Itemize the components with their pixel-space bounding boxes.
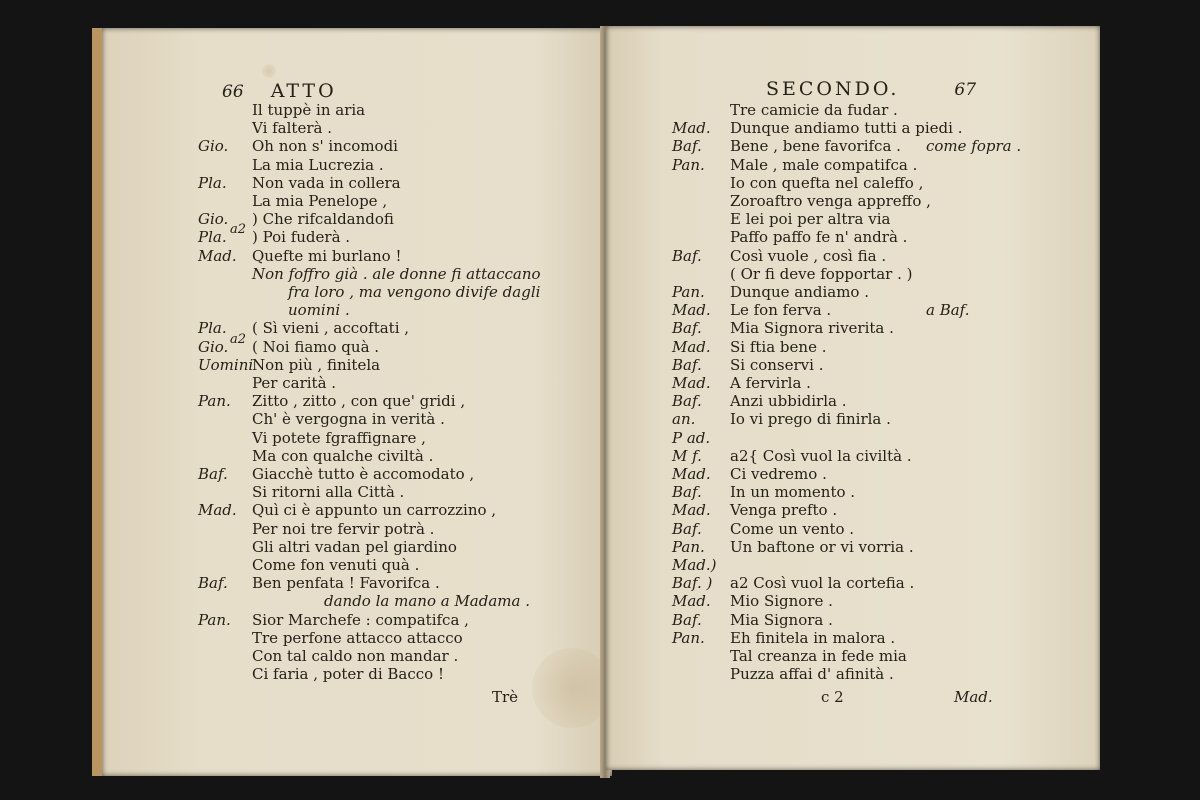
speaker-label: Pla. xyxy=(198,319,227,338)
speaker-label: Baf. xyxy=(672,355,702,374)
speaker-label: Mad. xyxy=(672,301,711,320)
text-line xyxy=(606,246,1096,266)
verse-text: Ben penfata ! Favorifca . xyxy=(252,574,440,593)
signature-mark: c 2 xyxy=(821,688,844,706)
text-line xyxy=(102,519,602,539)
speaker-label: Mad. xyxy=(198,501,237,520)
text-line xyxy=(102,136,602,156)
text-line xyxy=(606,646,1096,666)
verse-text: Mia Signora riverita . xyxy=(730,319,894,338)
text-line xyxy=(102,300,602,320)
verse-text: Ma con qualche civiltà . xyxy=(252,446,434,465)
verse-text: ( Or fi deve fopportar . ) xyxy=(730,264,913,283)
verse-text: Ci faria , poter di Bacco ! xyxy=(252,665,444,684)
text-line xyxy=(102,482,602,502)
verse-text: Oh non s' incomodi xyxy=(252,137,398,156)
verse-text: Per noi tre fervir potrà . xyxy=(252,519,435,538)
text-line xyxy=(606,209,1096,229)
verse-text: Per carità . xyxy=(252,374,337,392)
text-line xyxy=(102,173,602,193)
verse-text: a2{ Così vuol la civiltà . xyxy=(730,446,912,465)
left-catchword: Trè xyxy=(492,688,519,706)
text-line xyxy=(606,318,1096,338)
verse-text: Vi potete fgraffignare , xyxy=(252,428,426,447)
text-line xyxy=(102,100,602,120)
text-line xyxy=(102,155,602,175)
text-line xyxy=(102,246,602,266)
speaker-label: Pan. xyxy=(672,155,705,174)
text-line xyxy=(102,355,602,375)
text-line xyxy=(102,391,602,411)
text-line xyxy=(606,555,1096,575)
text-line xyxy=(102,591,602,611)
text-line xyxy=(606,373,1096,393)
text-line xyxy=(102,464,602,484)
speaker-label: Pan. xyxy=(672,537,705,556)
speaker-label: Pan. xyxy=(198,392,231,411)
speaker-label: Mad. xyxy=(198,246,237,265)
text-line xyxy=(606,264,1096,284)
stain xyxy=(262,64,276,78)
text-line xyxy=(606,537,1096,557)
text-line xyxy=(606,628,1096,648)
text-line xyxy=(102,409,602,429)
text-line xyxy=(102,191,602,211)
text-line xyxy=(102,573,602,593)
right-page-number: 67 xyxy=(954,80,977,100)
verse-text: Si ritorni alla Città . xyxy=(252,483,405,502)
stage-note: come fopra . xyxy=(926,137,1022,156)
verse-text: Paffo paffo fe n' andrà . xyxy=(730,228,908,247)
text-line xyxy=(102,664,602,684)
right-page xyxy=(606,26,1100,770)
verse-text: Ch' è vergogna in verità . xyxy=(252,410,445,429)
text-line xyxy=(606,191,1096,211)
text-line xyxy=(102,227,602,247)
verse-text: Si ftia bene . xyxy=(730,337,827,356)
stage-direction: Non foffro già . ale donne fi attaccano xyxy=(252,264,541,283)
text-line xyxy=(102,500,602,520)
verse-text: Con tal caldo non mandar . xyxy=(252,647,459,665)
text-line xyxy=(102,209,602,229)
speaker-label: Pan. xyxy=(198,610,231,629)
text-line xyxy=(606,482,1096,502)
speaker-label: M f. xyxy=(672,446,702,465)
verse-text: Sior Marchefe : compatifca , xyxy=(252,610,469,629)
verse-text: Ci vedremo . xyxy=(730,465,827,483)
verse-text: Zitto , zitto , con que' gridi , xyxy=(252,392,466,411)
text-line xyxy=(606,409,1096,429)
text-line xyxy=(102,555,602,575)
speaker-label: Pla. xyxy=(198,228,227,247)
verse-text: ) Poi fuderà . xyxy=(252,228,351,247)
verse-text: La mia Penelope , xyxy=(252,192,388,210)
text-line xyxy=(606,446,1096,466)
speaker-label: Baf. xyxy=(672,319,702,338)
speaker-label: an. xyxy=(672,410,696,429)
verse-text: Non più , finitela xyxy=(252,355,381,374)
verse-text: Gli altri vadan pel giardino xyxy=(252,537,457,556)
verse-text: La mia Lucrezia . xyxy=(252,155,384,174)
text-line xyxy=(606,591,1096,611)
speaker-label: Gio. xyxy=(198,210,229,229)
verse-text: Mia Signora . xyxy=(730,610,833,629)
verse-text: A fervirla . xyxy=(730,374,811,392)
text-line xyxy=(606,282,1096,302)
speaker-label: Baf. xyxy=(198,574,228,593)
speaker-label: Mad. xyxy=(672,119,711,138)
verse-text: Un baftone or vi vorria . xyxy=(730,537,914,556)
speaker-label: Mad.) xyxy=(672,556,717,574)
speaker-label: Pan. xyxy=(672,628,705,647)
speaker-label: Mad. xyxy=(672,337,711,356)
text-line xyxy=(606,573,1096,593)
speaker-label: Mad. xyxy=(672,592,711,611)
speaker-label: Pla. xyxy=(198,173,227,192)
stage-note: a Baf. xyxy=(926,301,970,320)
verse-text: Anzi ubbidirla . xyxy=(730,392,847,411)
speaker-label: Baf. xyxy=(672,610,702,629)
verse-text: Dunque andiamo . xyxy=(730,283,869,301)
text-line xyxy=(102,628,602,648)
text-line xyxy=(606,136,1096,156)
verse-text: Vi falterà . xyxy=(252,119,332,138)
right-header xyxy=(766,78,976,100)
verse-text: Quefte mi burlano ! xyxy=(252,246,402,265)
speaker-label: Gio. xyxy=(198,337,229,356)
text-line xyxy=(102,337,602,357)
left-page-number: 66 xyxy=(222,82,244,102)
verse-text: ) Che rifcaldandofi xyxy=(252,210,394,229)
speaker-label: Gio. xyxy=(198,137,229,156)
text-line xyxy=(606,610,1096,630)
verse-text: Male , male compatifca . xyxy=(730,155,918,174)
stage-direction: dando la mano a Madama . xyxy=(324,592,531,611)
verse-text: Puzza affai d' afinità . xyxy=(730,665,894,684)
verse-text: a2 Così vuol la cortefia . xyxy=(730,574,915,593)
verse-text: ( Sì vieni , accoftati , xyxy=(252,319,410,338)
verse-text: Quì ci è appunto un carrozzino , xyxy=(252,501,497,520)
verse-text: Zoroaftro venga appreffo , xyxy=(730,192,931,210)
speaker-label: Mad. xyxy=(672,501,711,520)
left-page xyxy=(92,28,612,776)
speaker-label: Baf. xyxy=(672,392,702,411)
text-line xyxy=(102,537,602,557)
speaker-label: P ad. xyxy=(672,428,711,447)
right-header-title: SECONDO. xyxy=(766,78,900,100)
verse-text: ( Noi fiamo quà . xyxy=(252,337,380,356)
text-line xyxy=(102,318,602,338)
speaker-label: Pan. xyxy=(672,283,705,301)
text-line xyxy=(606,355,1096,375)
speaker-label: Baf. xyxy=(672,246,702,265)
speaker-label: Uomini xyxy=(198,355,254,374)
text-line xyxy=(606,337,1096,357)
speaker-label: Mad. xyxy=(672,465,711,483)
text-line xyxy=(102,118,602,138)
text-line xyxy=(102,264,602,284)
verse-text: Dunque andiamo tutti a piedi . xyxy=(730,119,963,138)
speaker-label: Baf. xyxy=(198,465,228,483)
verse-text: Così vuole , così fia . xyxy=(730,246,887,265)
verse-text: Come fon venuti quà . xyxy=(252,556,420,574)
text-line xyxy=(606,155,1096,175)
text-line xyxy=(606,500,1096,520)
a2-brace: a2 xyxy=(230,332,247,347)
text-line xyxy=(606,300,1096,320)
verse-text: Io con quefta nel caleffo , xyxy=(730,173,924,192)
verse-text: Tal creanza in fede mia xyxy=(730,647,907,665)
text-line xyxy=(102,610,602,630)
verse-text: In un momento . xyxy=(730,483,856,502)
verse-text: Tre perfone attacco attacco xyxy=(252,628,463,647)
left-header-title: ATTO xyxy=(270,80,337,102)
stage-direction: fra loro , ma vengono divife dagli xyxy=(288,283,541,301)
left-header xyxy=(222,80,337,102)
text-line xyxy=(606,227,1096,247)
text-line xyxy=(102,428,602,448)
text-line xyxy=(102,446,602,466)
text-line xyxy=(606,664,1096,684)
text-line xyxy=(606,173,1096,193)
text-line xyxy=(606,391,1096,411)
speaker-label: Mad. xyxy=(672,374,711,392)
verse-text: Si conservi . xyxy=(730,355,824,374)
speaker-label: Baf. xyxy=(672,483,702,502)
verse-text: Eh finitela in malora . xyxy=(730,628,896,647)
speaker-label: Baf. xyxy=(672,519,702,538)
verse-text: E lei poi per altra via xyxy=(730,210,891,229)
a2-brace: a2 xyxy=(230,222,247,237)
verse-text: Non vada in collera xyxy=(252,173,401,192)
verse-text: Io vi prego di finirla . xyxy=(730,410,891,429)
verse-text: Bene , bene favorifca . xyxy=(730,137,901,156)
right-catchword: Mad. xyxy=(954,688,993,706)
verse-text: Mio Signore . xyxy=(730,592,833,611)
speaker-label: Baf. ) xyxy=(672,574,713,593)
text-line xyxy=(606,428,1096,448)
speaker-label: Baf. xyxy=(672,137,702,156)
text-line xyxy=(606,100,1096,120)
verse-text: Il tuppè in aria xyxy=(252,101,366,119)
text-line xyxy=(606,118,1096,138)
text-line xyxy=(606,519,1096,539)
text-line xyxy=(102,646,602,666)
verse-text: Giacchè tutto è accomodato , xyxy=(252,465,475,483)
verse-text: Venga prefto . xyxy=(730,501,838,520)
text-line xyxy=(606,464,1096,484)
verse-text: Le fon ferva . xyxy=(730,301,832,320)
text-line xyxy=(102,373,602,393)
verse-text: Tre camicie da fudar . xyxy=(730,101,898,119)
stage-direction: uomini . xyxy=(288,301,350,320)
text-line xyxy=(102,282,602,302)
verse-text: Come un vento . xyxy=(730,519,855,538)
